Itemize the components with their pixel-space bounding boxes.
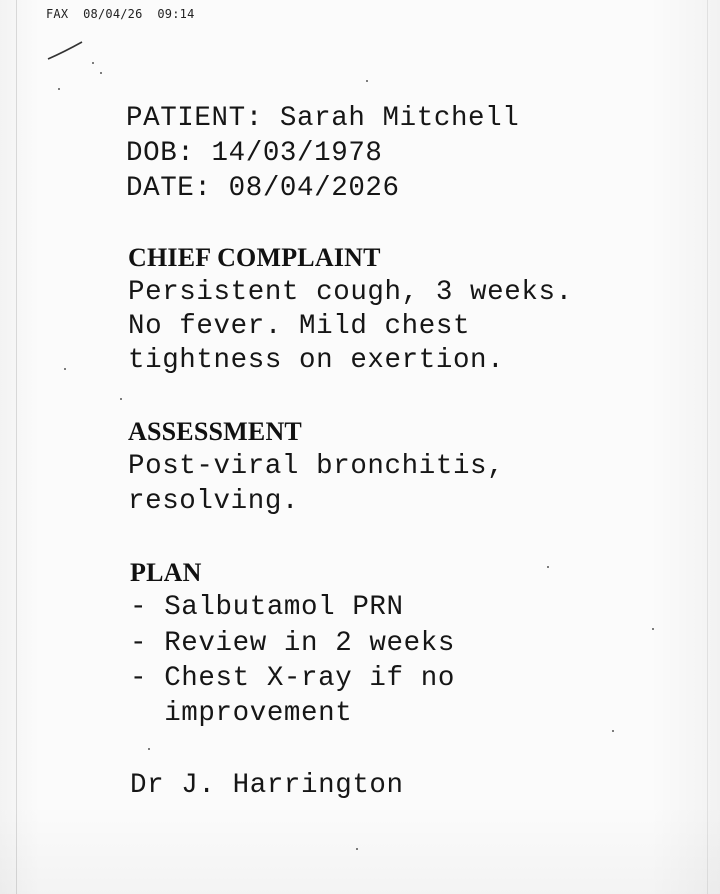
visit-date: DATE: 08/04/2026: [126, 173, 400, 204]
scan-speck: [652, 628, 654, 630]
pen-mark: [46, 40, 86, 62]
scan-speck: [58, 88, 60, 90]
chief-complaint-heading: CHIEF COMPLAINT: [128, 243, 381, 272]
fax-header: FAX 08/04/26 09:14: [46, 7, 195, 21]
patient-dob: DOB: 14/03/1978: [126, 138, 383, 169]
assessment-line: resolving.: [128, 486, 300, 517]
scan-speck: [612, 730, 614, 732]
page-edge-right: [707, 0, 708, 894]
doctor-signature: Dr J. Harrington: [130, 770, 404, 801]
scan-speck: [356, 848, 358, 850]
patient-name: PATIENT: Sarah Mitchell: [126, 103, 520, 134]
plan-item: - Salbutamol PRN: [130, 592, 404, 623]
scan-shading-bottom: [0, 804, 720, 894]
scan-speck: [547, 566, 549, 568]
assessment-line: Post-viral bronchitis,: [128, 451, 505, 482]
scan-speck: [64, 368, 66, 370]
chief-complaint-line: Persistent cough, 3 weeks.: [128, 277, 573, 308]
scan-speck: [92, 62, 94, 64]
assessment-heading: ASSESSMENT: [128, 417, 302, 446]
plan-heading: PLAN: [130, 558, 202, 587]
chief-complaint-line: tightness on exertion.: [128, 345, 505, 376]
scan-speck: [366, 80, 368, 82]
scan-shading-left: [0, 0, 40, 894]
page-edge-left: [16, 0, 17, 894]
scan-speck: [120, 398, 122, 400]
plan-item: - Review in 2 weeks: [130, 628, 455, 659]
scan-speck: [100, 72, 102, 74]
plan-item: - Chest X-ray if no: [130, 663, 455, 694]
scan-speck: [148, 748, 150, 750]
scan-shading-right: [650, 0, 720, 894]
plan-item: improvement: [130, 698, 353, 729]
chief-complaint-line: No fever. Mild chest: [128, 311, 471, 342]
